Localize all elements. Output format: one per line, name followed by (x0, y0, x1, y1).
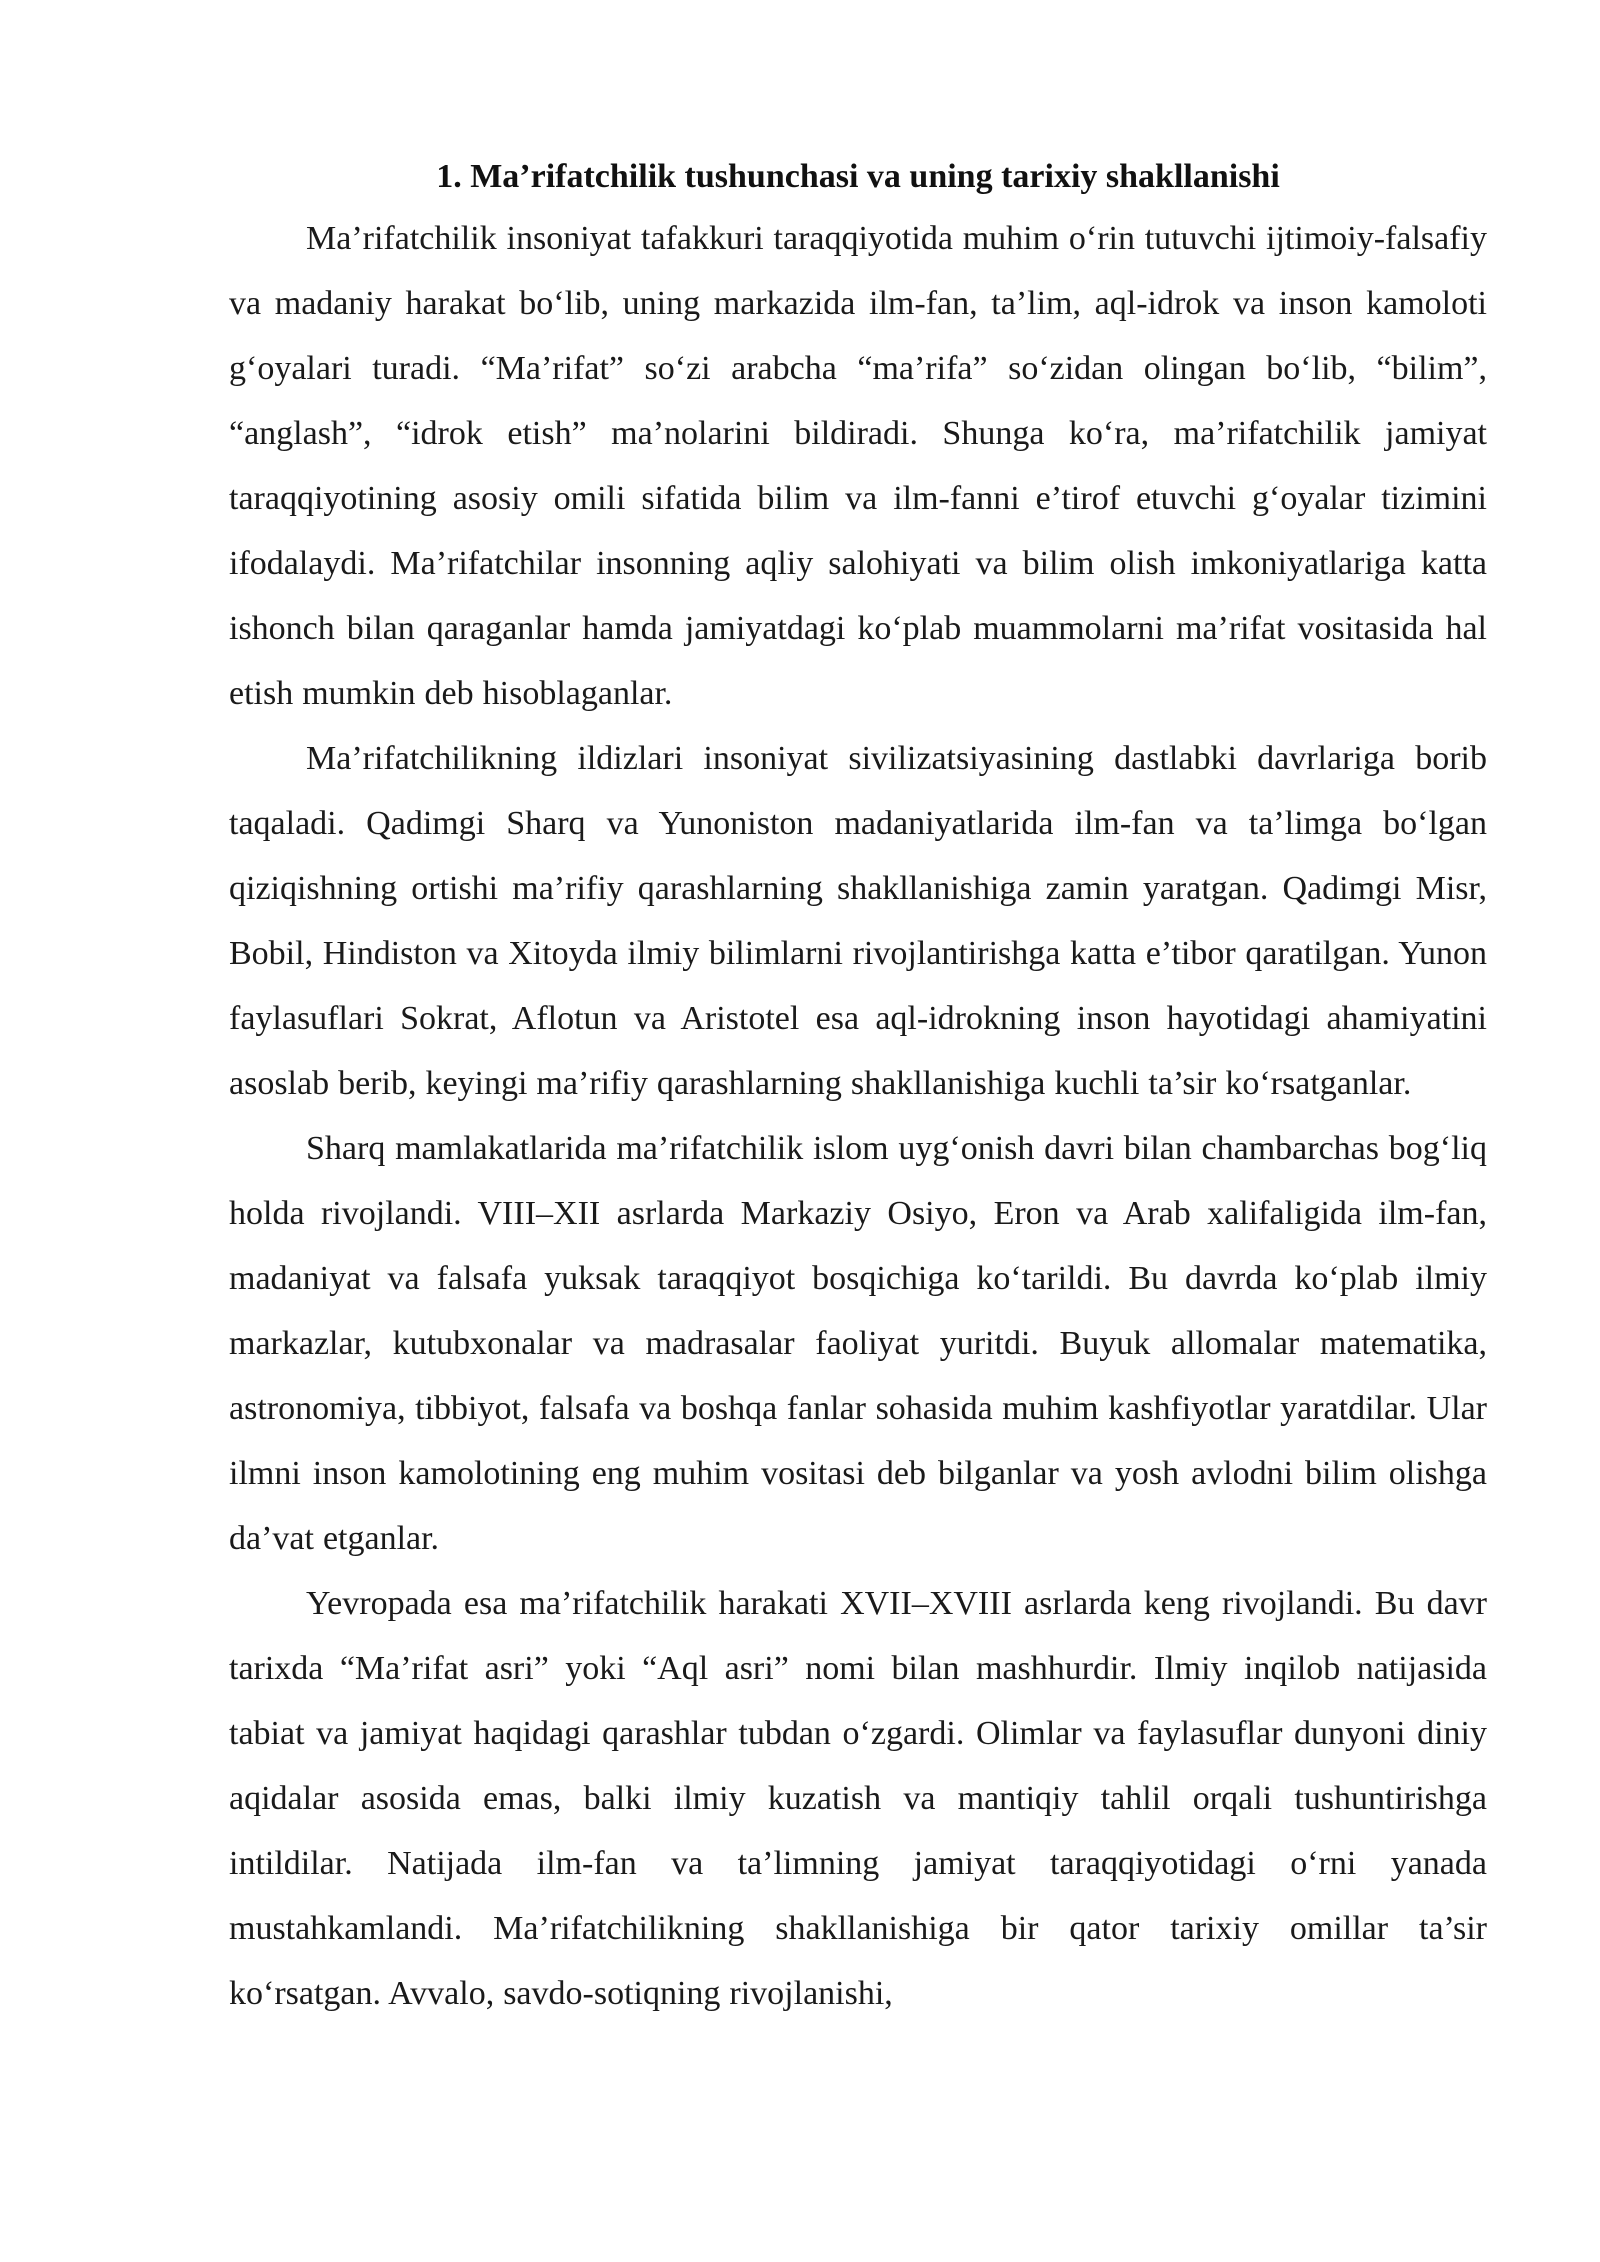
section-heading: 1. Ma’rifatchilik tushunchasi va uning tarixiy shakllanishi (436, 158, 1280, 195)
paragraph-definition: Ma’rifatchilik insoniyat tafakkuri taraqqiyotida muhim o‘rin tutuvchi ijtimoiy-falsafiy va madaniy harakat bo‘lib, uning markazida ilm-fan, ta’lim, aql-idrok va inson kamoloti g‘oyalari turadi. “Ma’rifat” so‘zi arabcha “ma’rifa” so‘zidan olingan bo‘lib, “bilim”, “anglash”, “idrok etish” ma’nolarini bildiradi. Shunga ko‘ra, ma’rifatchilik jamiyat taraqqiyotining asosiy omili sifatida bilim va ilm-fanni e’tirof etuvchi g‘oyalar tizimini ifodalaydi. Ma’rifatchilar insonning aqliy salohiyati va bilim olish imkoniyatlariga katta ishonch bilan qaraganlar hamda jamiyatdagi ko‘plab muammolarni ma’rifat vositasida hal etish mumkin deb hisoblaganlar. (229, 220, 1487, 712)
paragraph-ancient-roots: Ma’rifatchilikning ildizlari insoniyat sivilizatsiyasining dastlabki davrlariga borib taqaladi. Qadimgi Sharq va Yunoniston madaniyatlarida ilm-fan va ta’limga bo‘lgan qiziqishning ortishi ma’rifiy qarashlarning shakllanishiga zamin yaratgan. Qadimgi Misr, Bobil, Hindiston va Xitoyda ilmiy bilimlarni rivojlantirishga katta e’tibor qaratilgan. Yunon faylasuflari Sokrat, Aflotun va Aristotel esa aql-idrokning inson hayotidagi ahamiyatini asoslab berib, keyingi ma’rifiy qarashlarning shakllanishiga kuchli ta’sir ko‘rsatganlar. (229, 740, 1487, 1102)
paragraph-european-enlightenment: Yevropada esa ma’rifatchilik harakati XVII–XVIII asrlarda keng rivojlandi. Bu davr tarixda “Ma’rifat asri” yoki “Aql asri” nomi bilan mashhurdir. Ilmiy inqilob natijasida tabiat va jamiyat haqidagi qarashlar tubdan o‘zgardi. Olimlar va faylasuflar dunyoni diniy aqidalar asosida emas, balki ilmiy kuzatish va mantiqiy tahlil orqali tushuntirishga intildilar. Natijada ilm-fan va ta’limning jamiyat taraqqiyotidagi o‘rni yanada mustahkamlandi. Ma’rifatchilikning shakllanishiga bir qator tarixiy omillar ta’sir ko‘rsatgan. Avvalo, savdo-sotiqning rivojlanishi, (229, 1585, 1487, 2012)
document-body (229, 148, 1487, 2026)
paragraph-eastern-enlightenment: Sharq mamlakatlarida ma’rifatchilik islom uyg‘onish davri bilan chambarchas bog‘liq holda rivojlandi. VIII–XII asrlarda Markaziy Osiyo, Eron va Arab xalifaligida ilm-fan, madaniyat va falsafa yuksak taraqqiyot bosqichiga ko‘tarildi. Bu davrda ko‘plab ilmiy markazlar, kutubxonalar va madrasalar faoliyat yuritdi. Buyuk allomalar matematika, astronomiya, tibbiyot, falsafa va boshqa fanlar sohasida muhim kashfiyotlar yaratdilar. Ular ilmni inson kamolotining eng muhim vositasi deb bilganlar va yosh avlodni bilim olishga da’vat etganlar. (229, 1130, 1487, 1557)
